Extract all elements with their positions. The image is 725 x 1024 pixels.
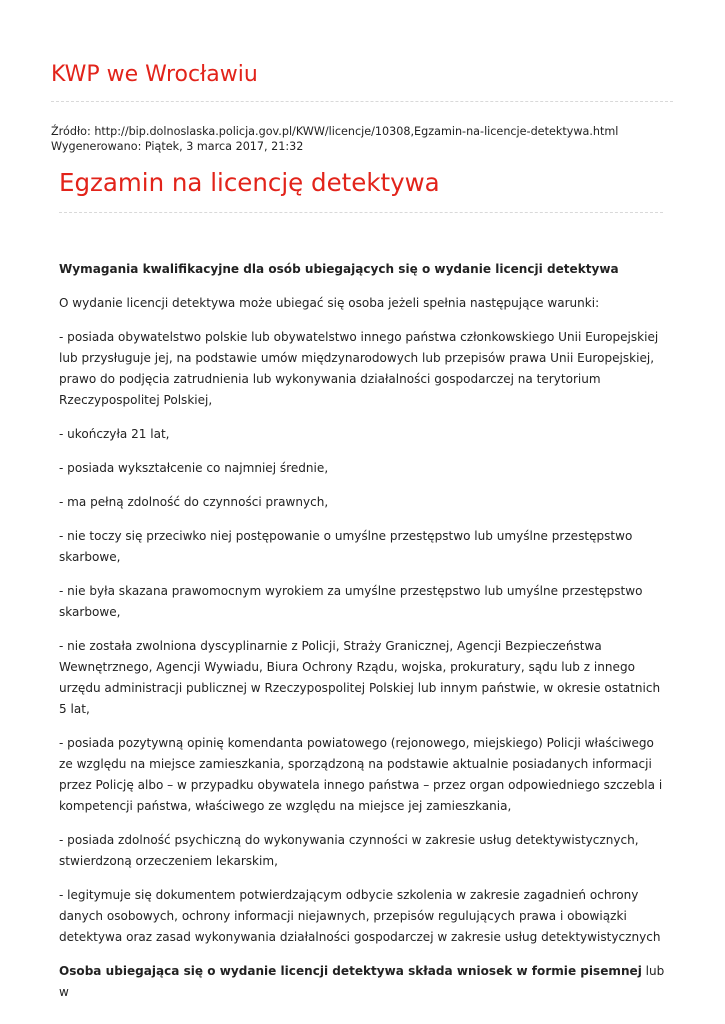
source-line: Źródło: http://bip.dolnoslaska.policja.gov.pl/KWW/licencje/10308,Egzamin-na-licencje-detektywa.html (51, 125, 619, 138)
condition-item: - legitymuje się dokumentem potwierdzającym odbycie szkolenia w zakresie zagadnień ochrony danych osobowych, ochrony informacji niejawnych, przepisów regulujących prawa i obowiązki detektywa oraz zasad wykonywania działalności gospodarczej w zakresie usług detektywistycznych (59, 888, 661, 944)
header-divider (51, 101, 673, 102)
final-bold-text: Osoba ubiegająca się o wydanie licencji detektywa składa wniosek w formie pisemnej (59, 964, 642, 978)
article-content (59, 259, 671, 1016)
site-title: KWP we Wrocławiu (51, 62, 258, 87)
section-heading: Wymagania kwalifikacyjne dla osób ubiegających się o wydanie licencji detektywa (59, 262, 619, 276)
generated-line: Wygenerowano: Piątek, 3 marca 2017, 21:32 (51, 140, 304, 153)
condition-item: - posiada wykształcenie co najmniej średnie, (59, 461, 329, 475)
condition-item: - nie była skazana prawomocnym wyrokiem za umyślne przestępstwo lub umyślne przestępstwo skarbowe, (59, 584, 643, 619)
condition-item: - posiada zdolność psychiczną do wykonywania czynności w zakresie usług detektywistycznych, stwierdzoną orzeczeniem lekarskim, (59, 833, 639, 868)
document-meta (51, 124, 691, 154)
final-paragraph (59, 961, 671, 1003)
condition-item: - ukończyła 21 lat, (59, 427, 170, 441)
condition-item: - posiada obywatelstwo polskie lub obywatelstwo innego państwa członkowskiego Unii Europejskiej lub przysługuje jej, na podstawie umów międzynarodowych lub przepisów prawa Unii Europejskiej, prawo do podjęcia zatrudnienia lub wykonywania działalności gospodarczej na terytorium Rzeczypospolitej Polskiej, (59, 330, 659, 407)
condition-item: - ma pełną zdolność do czynności prawnych, (59, 495, 329, 509)
intro-paragraph: O wydanie licencji detektywa może ubiegać się osoba jeżeli spełnia następujące warunki: (59, 296, 600, 310)
title-divider (59, 212, 663, 213)
condition-item: - posiada pozytywną opinię komendanta powiatowego (rejonowego, miejskiego) Policji właściwego ze względu na miejsce zamieszkania, sporządzoną na podstawie aktualnie posiadanych informacji przez Policję albo – w przypadku obywatela innego państwa – przez organ odpowiedniego szczebla i kompetencji państwa, właściwego ze względu na miejsce jej zamieszkania, (59, 736, 663, 813)
condition-item: - nie toczy się przeciwko niej postępowanie o umyślne przestępstwo lub umyślne przestępstwo skarbowe, (59, 529, 633, 564)
final-rest-text: lub w (59, 964, 665, 999)
page-title: Egzamin na licencję detektywa (59, 168, 440, 197)
condition-item: - nie została zwolniona dyscyplinarnie z Policji, Straży Granicznej, Agencji Bezpieczeństwa Wewnętrznego, Agencji Wywiadu, Biura Ochrony Rządu, wojska, prokuratury, sądu lub z innego urzędu administracji publicznej w Rzeczypospolitej Polskiej lub innym państwie, w okresie ostatnich 5 lat, (59, 639, 661, 716)
